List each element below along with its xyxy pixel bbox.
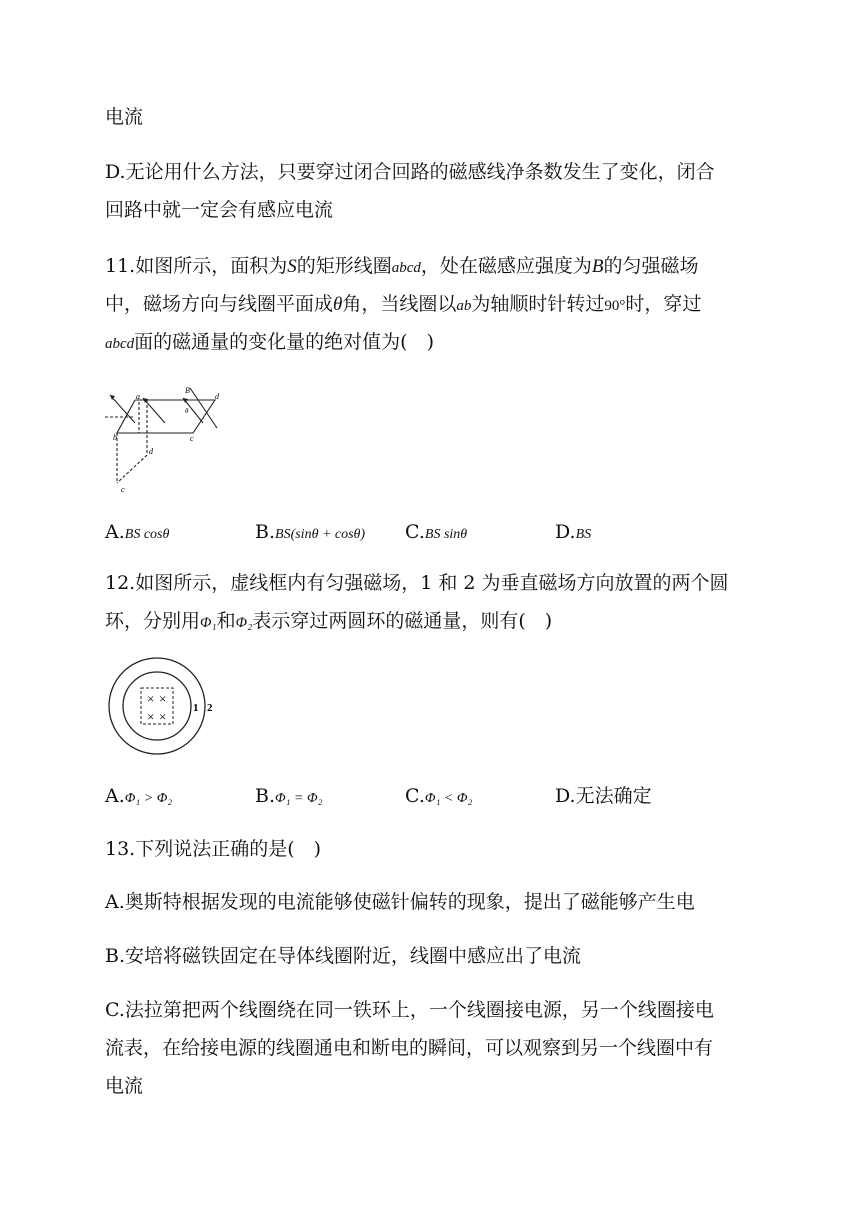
q13-option-b: [105, 944, 581, 968]
text: 的矩形线圈: [296, 255, 392, 277]
q11-option-c: [405, 520, 467, 547]
q13-option-a: [105, 890, 695, 914]
math-var: abcd: [105, 336, 135, 352]
math-var: B: [591, 256, 604, 277]
label-c-prime: c: [121, 485, 125, 494]
figure-12-rings-diagram: [105, 655, 225, 760]
question-11-line-2: [105, 292, 701, 318]
q11-option-d: [555, 520, 591, 547]
label-a: a: [136, 392, 140, 401]
text: 电流: [105, 106, 144, 128]
option-label: A.: [105, 521, 125, 543]
text: 为轴顺时针转过: [471, 293, 605, 315]
math-var: ab: [456, 298, 472, 314]
math-var: abcd: [391, 260, 421, 276]
option-text: D.无法确定: [555, 785, 652, 807]
math-var: Φ₁: [200, 615, 217, 631]
label-theta: θ: [185, 407, 189, 415]
text: 表示穿过两圆环的磁通量，则有( ): [252, 610, 553, 632]
question-11-line-1: [105, 254, 699, 280]
option-math: BS sinθ: [424, 527, 468, 542]
label-b: b: [113, 433, 117, 442]
text-line: [105, 160, 715, 184]
text: 时，穿过: [625, 293, 702, 315]
q12-option-a: [105, 784, 172, 811]
math-var: S: [287, 256, 297, 277]
option-math: Φ₁ = Φ₂: [275, 791, 323, 806]
option-math: BS: [575, 527, 592, 542]
text: D.无论用什么方法，只要穿过闭合回路的磁感线净条数发生了变化，闭合: [105, 161, 715, 183]
option-label: C.: [405, 785, 425, 807]
figure-11-coil-diagram: [105, 380, 235, 495]
question-12-line-1: [105, 571, 729, 595]
question-13-title: [105, 837, 321, 861]
q11-option-a: [105, 520, 169, 547]
label-d-prime: d: [149, 447, 153, 456]
text-line: [105, 105, 143, 129]
option-math: Φ₁ < Φ₂: [424, 791, 473, 806]
text: 电流: [105, 1075, 144, 1097]
field-cross: ×: [147, 691, 155, 706]
text: B.安培将磁铁固定在导体线圈附近，线圈中感应出了电流: [105, 945, 582, 967]
option-label: A.: [105, 785, 125, 807]
q13-option-c-line-3: [105, 1074, 143, 1098]
option-label: B.: [255, 785, 276, 807]
question-11-line-3: [105, 330, 434, 356]
field-cross: ×: [147, 709, 155, 724]
label-ring-2: 2: [207, 702, 213, 714]
field-cross: ×: [159, 691, 167, 706]
q12-option-b: [255, 784, 323, 811]
q12-option-c: [405, 784, 472, 811]
text: 流表，在给接电源的线圈通电和断电的瞬间，可以观察到另一个线圈中有: [105, 1037, 714, 1059]
math-var: θ: [333, 294, 343, 315]
question-12-line-2: [105, 609, 552, 635]
label-ring-1: 1: [193, 702, 199, 714]
text: A.奥斯特根据发现的电流能够使磁针偏转的现象，提出了磁能够产生电: [105, 891, 695, 913]
text: ，处在磁感应强度为: [420, 255, 592, 277]
text: 中，磁场方向与线圈平面成: [105, 293, 334, 315]
label-c: c: [190, 434, 194, 443]
option-math: Φ₁ > Φ₂: [124, 791, 173, 806]
option-label: B.: [255, 521, 276, 543]
field-cross: ×: [159, 709, 167, 724]
label-B: B: [185, 386, 190, 395]
text-line: [105, 198, 333, 222]
text: C.法拉第把两个线圈绕在同一铁环上，一个线圈接电源，另一个线圈接电: [105, 999, 714, 1021]
text: 和: [216, 610, 236, 632]
text: 环，分别用: [105, 610, 201, 632]
q11-option-b: [255, 520, 365, 547]
text: 11.如图所示，面积为: [105, 255, 288, 277]
q13-option-c-line-2: [105, 1036, 713, 1060]
option-label: D.: [555, 521, 576, 543]
text: 回路中就一定会有感应电流: [105, 199, 334, 221]
option-math: BS(sinθ + cosθ): [275, 527, 366, 542]
text: 面的磁通量的变化量的绝对值为( ): [134, 331, 434, 353]
math-var: Φ₂: [235, 615, 253, 631]
math-var: 90°: [604, 298, 626, 314]
text: 的匀强磁场: [603, 255, 699, 277]
label-d: d: [215, 392, 219, 401]
q13-option-c-line-1: [105, 998, 714, 1022]
option-label: C.: [405, 521, 425, 543]
text: 角，当线圈以: [342, 293, 457, 315]
text: 12.如图所示，虚线框内有匀强磁场，1 和 2 为垂直磁场方向放置的两个圆: [105, 572, 729, 594]
option-math: BS cosθ: [124, 527, 170, 542]
q12-option-d: [555, 784, 652, 808]
text: 13.下列说法正确的是( ): [105, 838, 322, 860]
